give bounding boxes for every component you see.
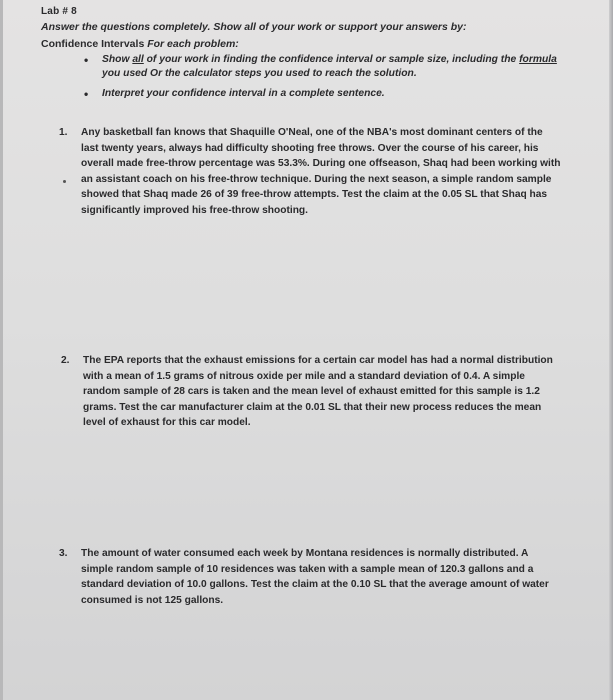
requirement-show-work xyxy=(84,53,564,81)
req-text: you used Or the calculator steps you used to reach the solution. xyxy=(102,68,417,79)
page-edge-left xyxy=(0,0,3,700)
question-text: The amount of water consumed each week by Montana residences is normally distributed. A simple random sample of 10 residences was taken with a sample mean of 120.3 gallons and a standard deviation of 10.0 gallons. Test the claim at the 0.10 SL that the average amount of water consumed is not 125 gallons. xyxy=(81,548,549,606)
stray-mark xyxy=(63,180,66,183)
question-text: Any basketball fan knows that Shaquille O'Neal, one of the NBA's most dominant centers of the last twenty years, always had difficulty shooting free throws. Over the course of his career, his overall made free-throw percentage was 53.3%. During one offseason, Shaq had been working with an assistant coach on his free-throw technique. During the next season, a simple random sample showed that Shaq made 26 of 39 free-throw attempts. Test the claim at the 0.05 SL that Shaq has significantly improved his free-throw shooting. xyxy=(81,127,561,216)
ci-label: Confidence Intervals xyxy=(41,38,145,50)
ci-rest: For each problem: xyxy=(144,38,239,50)
req-underline-all: all xyxy=(132,54,144,65)
question-1 xyxy=(59,125,561,218)
question-number: 2. xyxy=(61,355,70,366)
req-text: Show xyxy=(102,54,133,65)
requirement-interpret: • Interpret your confidence interval in a complete sentence. xyxy=(84,87,564,101)
confidence-intervals-heading xyxy=(41,38,239,50)
question-3 xyxy=(59,546,561,608)
instructions: Answer the questions completely. Show all of your work or support your answers by: xyxy=(41,21,467,33)
lab-title: Lab # 8 xyxy=(41,6,77,17)
question-number: 1. xyxy=(59,127,68,138)
req-underline-formula: formula xyxy=(519,54,557,65)
question-2 xyxy=(61,353,563,431)
page-edge-right xyxy=(609,0,613,700)
question-text: The EPA reports that the exhaust emissions for a certain car model has had a normal distribution with a mean of 1.5 grams of nitrous oxide per mile and a standard deviation of 0.4. A simple random sample of 28 cars is taken and the mean level of exhaust emitted for this sample is 1.2 grams. Test the car manufacturer claim at the 0.01 SL that their new process reduces the mean level of exhaust for this car model. xyxy=(83,355,553,428)
requirements-list xyxy=(84,53,564,107)
req-text: of your work in finding the confidence interval or sample size, including the xyxy=(143,54,520,65)
question-number: 3. xyxy=(59,548,68,559)
